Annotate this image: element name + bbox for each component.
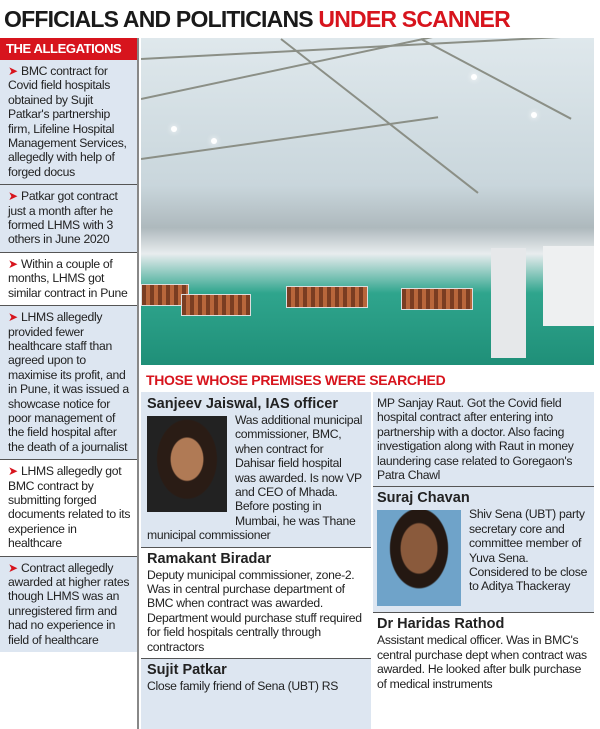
allegation-text: LHMS allegedly got BMC contract by submitting forged documents related to its experience in healthcare bbox=[8, 464, 131, 551]
allegation-text: Patkar got contract just a month after he formed LHMS with 3 others in June 2020 bbox=[8, 189, 118, 247]
person-name: Suraj Chavan bbox=[377, 490, 470, 507]
person-card-jaiswal bbox=[141, 392, 371, 548]
arrow-icon: ➤ bbox=[8, 64, 21, 78]
arrow-icon: ➤ bbox=[8, 256, 21, 271]
allegation-item bbox=[0, 557, 137, 652]
allegations-sidebar bbox=[0, 38, 139, 729]
allegation-item bbox=[0, 253, 137, 306]
allegation-text: Contract allegedly awarded at higher rates though LHMS was an unregistered firm and had no experience in field of healthcare bbox=[8, 560, 130, 647]
allegation-item bbox=[0, 185, 137, 253]
person-card-rathod bbox=[373, 613, 594, 693]
allegation-item bbox=[0, 306, 137, 460]
person-card-biradar bbox=[141, 548, 371, 659]
person-name: Sanjeev Jaiswal, IAS officer bbox=[147, 396, 339, 412]
allegation-item bbox=[0, 460, 137, 556]
headline bbox=[4, 4, 596, 36]
arrow-icon: ➤ bbox=[8, 310, 21, 325]
person-description: Shiv Sena (UBT) party secretary core and committee member of Yuva Sena. Considered to be close to Aditya Thackeray bbox=[469, 507, 588, 594]
person-card-chavan bbox=[373, 487, 594, 613]
allegation-item bbox=[0, 60, 137, 185]
right-column bbox=[373, 392, 594, 729]
person-name: Ramakant Biradar bbox=[147, 550, 272, 567]
person-card-patkar bbox=[141, 659, 371, 695]
allegation-text: BMC contract for Covid field hospitals obtained by Sujit Patkar's partnership firm, Lifeline Hospital Management Services, allegedly with help of forged docus bbox=[8, 64, 127, 179]
arrow-icon: ➤ bbox=[8, 560, 21, 575]
allegation-text: Within a couple of months, LHMS got similar contract in Pune bbox=[8, 256, 128, 300]
section-header: THOSE WHOSE PREMISES WERE SEARCHED bbox=[146, 372, 446, 388]
person-description: Deputy municipal commissioner, zone-2. Was in central purchase department of BMC when contract was awarded. Department would purchase stuff required for field hospitals centrally through contractors bbox=[147, 567, 362, 654]
allegations-header: THE ALLEGATIONS bbox=[0, 38, 137, 60]
person-name: Sujit Patkar bbox=[147, 662, 227, 679]
person-photo bbox=[147, 416, 227, 512]
person-description: Was additional municipal commissioner, BMC, when contract for Dahisar field hospital was awarded. Is now VP and CEO of Mhada. Before posting in Mumbai, he was Thane municipal commissioner bbox=[147, 413, 363, 543]
person-photo bbox=[377, 510, 461, 606]
person-description: Assistant medical officer. Was in BMC's central purchase dept when contract was awarded. He looked after bulk purchase of medical instruments bbox=[377, 633, 587, 691]
allegation-text: LHMS allegedly provided fewer healthcare staff than agreed upon to maximise its profit, and in Pune, it was issued a showcase notice for poor management of the field hospital after the death of a journalist bbox=[8, 310, 129, 454]
left-column bbox=[141, 392, 371, 729]
person-description: Close family friend of Sena (UBT) RS bbox=[147, 679, 339, 694]
headline-main: OFFICIALS AND POLITICIANS bbox=[4, 6, 319, 32]
arrow-icon: ➤ bbox=[8, 464, 21, 479]
headline-highlight: UNDER SCANNER bbox=[318, 6, 510, 32]
person-description-cont: MP Sanjay Raut. Got the Covid field hospital contract after entering into partnership with a doctor. Also facing investigation along with Raut in money laundering case related to Goregaon's Patra Chawl bbox=[373, 392, 594, 487]
field-hospital-photo bbox=[141, 38, 594, 365]
arrow-icon: ➤ bbox=[8, 189, 21, 204]
person-name: Dr Haridas Rathod bbox=[377, 616, 505, 633]
